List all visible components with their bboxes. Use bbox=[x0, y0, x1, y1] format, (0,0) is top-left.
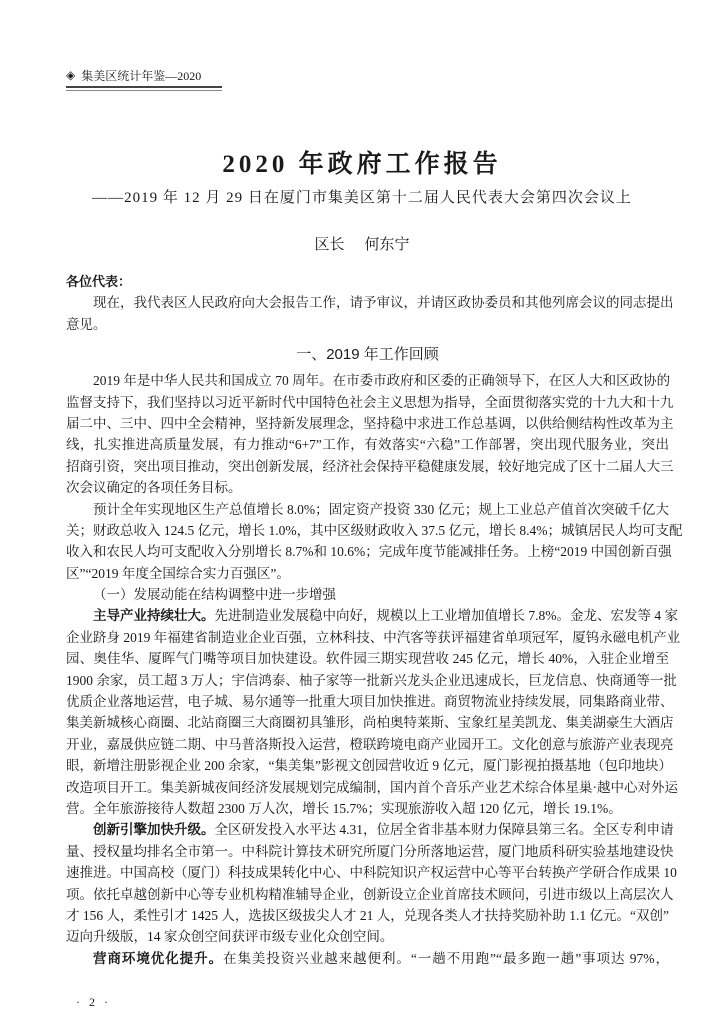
text-line: 营。全年旅游接待人数超 2300 万人次，增长 15.7%；实现旅游收入超 120 亿元，增长 19.1%。 bbox=[66, 800, 622, 816]
author-line bbox=[0, 233, 724, 254]
text-line: 招商引资，突出项目推动，突出创新发展，经济社会保持平稳健康发展，较好地完成了区十二届人大三 bbox=[66, 458, 674, 474]
text-line bbox=[66, 605, 678, 626]
author-name: 何东宁 bbox=[364, 237, 410, 253]
text-line bbox=[66, 948, 669, 969]
text-line bbox=[66, 819, 674, 840]
industry-paragraph bbox=[66, 605, 681, 819]
text-line: 优质企业落地运营，电子城、易尔通等一批重大项目加快推进。商贸物流业持续发展，同集路商业带、 bbox=[66, 694, 674, 710]
page-number: · 2 · bbox=[76, 995, 111, 1009]
document-subtitle: ——2019 年 12 月 29 日在厦门市集美区第十二届人民代表大会第四次会议上 bbox=[92, 190, 632, 206]
text-span: 先进制造业发展稳中向好，规模以上工业增加值增长 7.8%。金龙、宏发等 4 家 bbox=[214, 608, 678, 624]
text-span: 在集美投资兴业越来越便利。“一趟不用跑”“最多跑一趟”事项达 97%， bbox=[223, 950, 669, 966]
greeting: 各位代表： bbox=[66, 274, 132, 289]
text-line: 量、授权量均排名全市第一。中科院计算技术研究所厦门分所落地运营，厦门地质科研实验基地建设快 bbox=[66, 843, 674, 859]
text-line: 项。依托卓越创新中心等专业机构精准辅导企业，创新设立企业首席技术顾问，引进市级以上高层次人 bbox=[66, 886, 674, 902]
author-role: 区长 bbox=[314, 237, 345, 253]
text-line: 1900 余家，员工超 3 万人；宇信鸿泰、柚子家等一批新兴龙头企业迅速成长，巨龙信息、快商通等一批 bbox=[66, 672, 677, 688]
text-line: 园、奥佳华、厦晖气门嘴等项目加快建设。软件园三期实现营收 245 亿元，增长 40%，入驻企业增至 bbox=[66, 651, 669, 667]
header-rule bbox=[66, 86, 222, 91]
run-in-heading: 创新引擎加快升级。 bbox=[93, 822, 215, 838]
report-body bbox=[66, 271, 683, 969]
text-line: 改造项目开工。集美新城夜间经济发展规划完成编制，国内首个音乐产业艺术综合体星巢·越中心对外运 bbox=[66, 779, 678, 795]
text-line: 意见。 bbox=[66, 316, 107, 332]
text-line: 现在，我代表区人民政府向大会报告工作，请予审议，并请区政协委员和其他列席会议的同志提出 bbox=[93, 295, 674, 311]
text-line: 收入和农民人均可支配收入分别增长 8.7%和 10.6%；完成年度节能减排任务。上榜“2019 中国创新百强 bbox=[66, 544, 672, 560]
run-in-heading: 主导产业持续壮大。 bbox=[93, 608, 215, 624]
text-line: 届二中、三中、四中全会精神，坚持新发展理念，坚持稳中求进工作总基调，以供给侧结构性改革为主 bbox=[66, 415, 674, 431]
intro-paragraph bbox=[66, 292, 674, 335]
text-line: 眼，新增注册影视企业 200 余家，“集美集”影视文创园营收近 9 亿元，厦门影视拍摄基地（包印地块） bbox=[66, 758, 672, 774]
text-line: 开业，嘉晟供应链二期、中马普洛斯投入运营，橙联跨境电商产业园开工。文化创意与旅游产业表现亮 bbox=[66, 736, 674, 752]
text-line: 2019 年是中华人民共和国成立 70 周年。在市委市政府和区委的正确领导下，在区人大和区政协的 bbox=[93, 373, 671, 389]
text-line: 区”“2019 年度全国综合实力百强区”。 bbox=[66, 565, 290, 581]
subsection-heading: （一）发展动能在结构调整中进一步增强 bbox=[93, 587, 336, 603]
innovation-paragraph bbox=[66, 819, 677, 947]
text-line: 监督支持下，我们坚持以习近平新时代中国特色社会主义思想为指导，全面贯彻落实党的十九大和十九 bbox=[66, 394, 674, 410]
document-title: 2020 年政府工作报告 bbox=[222, 151, 502, 178]
text-line: 预计全年实现地区生产总值增长 8.0%；固定资产投资 330 亿元；规上工业总产值首次突破千亿大 bbox=[93, 501, 669, 517]
text-line: 次会议确定的各项任务目标。 bbox=[66, 480, 242, 496]
stats-paragraph bbox=[66, 499, 683, 585]
text-line: 关；财政总收入 124.5 亿元，增长 1.0%，其中区级财政收入 37.5 亿元，增长 8.4%；城镇居民人均可支配 bbox=[66, 522, 683, 538]
diamond-icon: ◈ bbox=[66, 68, 76, 82]
running-header bbox=[66, 67, 201, 84]
text-line: 集美新城核心商圈、北站商圈三大商圈初具雏形，尚柏奥特莱斯、宝象红星美凯龙、集美湖豪生大酒店 bbox=[66, 715, 674, 731]
text-line: 企业跻身 2019 年福建省制造业企业百强，立林科技、中汽客等获评福建省单项冠军，厦钨永磁电机产业 bbox=[66, 629, 681, 645]
run-in-heading: 营商环境优化提升。 bbox=[93, 950, 224, 966]
business-paragraph bbox=[66, 948, 669, 969]
running-header-text: 集美区统计年鉴—2020 bbox=[81, 69, 202, 83]
text-line: 线，扎实推进高质量发展，有力推动“6+7”工作，有效落实“六稳”工作部署，突出现代服务业，突出 bbox=[66, 437, 669, 453]
review-paragraph bbox=[66, 370, 674, 498]
text-line: 迈向升级版，14 家众创空间获评市级专业化众创空间。 bbox=[66, 929, 394, 945]
text-line: 速推进。中国高校（厦门）科技成果转化中心、中科院知识产权运营中心等平台转换产学研合作成果 10 bbox=[66, 865, 677, 881]
text-line: 才 156 人，柔性引才 1425 人，选拔区级拔尖人才 21 人，兑现各类人才扶持奖励补助 1.1 亿元。“双创” bbox=[66, 907, 669, 923]
text-span: 全区研发投入水平达 4.31，位居全省非基本财力保障县第三名。全区专利申请 bbox=[214, 822, 674, 838]
section-heading: 一、2019 年工作回顾 bbox=[296, 346, 439, 364]
